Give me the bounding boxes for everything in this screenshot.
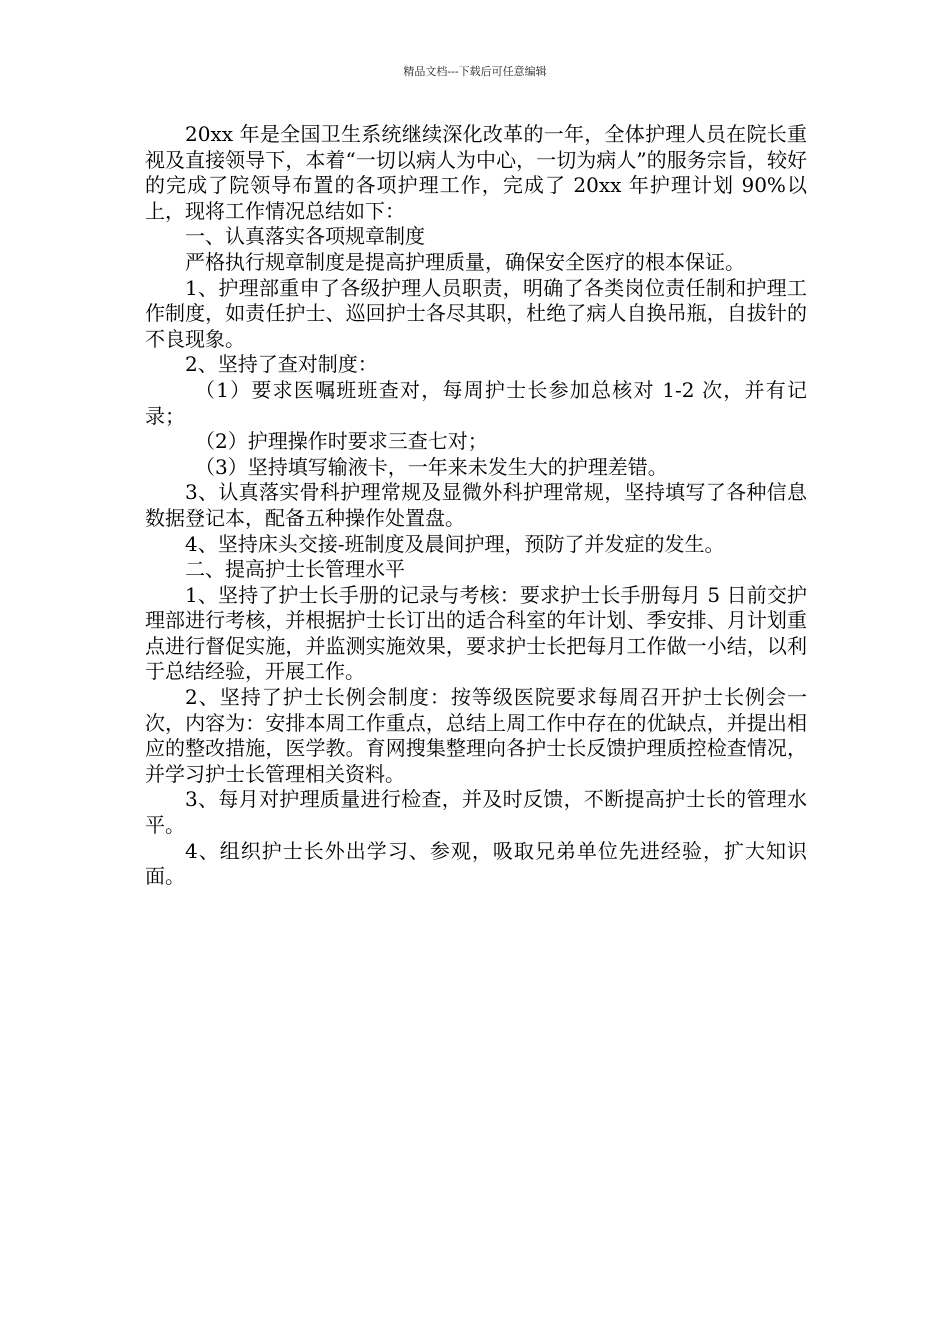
section-2-item-2: 2、坚持了护士长例会制度：按等级医院要求每周召开护士长例会一次，内容为：安排本周工作重点，总结上周工作中存在的优缺点，并提出相应的整改措施，医学教。育网搜集整理向各护士长反馈护理质控检查情况，并学习护士长管理相关资料。: [145, 685, 807, 786]
section-1-item-2: 2、坚持了查对制度：: [185, 352, 378, 377]
section-heading-1: 一、认真落实各项规章制度: [185, 224, 425, 249]
section-1-item-2-sub-3: （3）坚持填写输液卡，一年来未发生大的护理差错。: [195, 454, 668, 479]
section-1-item-2-sub-1: （1）要求医嘱班班查对，每周护士长参加总核对 1-2 次，并有记录；: [145, 377, 807, 428]
page-header: 精品文档---下载后可任意编辑: [403, 65, 547, 78]
document-body: [145, 122, 807, 890]
section-1-item-2-sub-2: （2）护理操作时要求三查七对；: [195, 429, 488, 454]
section-2-item-1: 1、坚持了护士长手册的记录与考核：要求护士长手册每月 5 日前交护理部进行考核，并根据护士长订出的适合科室的年计划、季安排、月计划重点进行督促实施，并监测实施效果，要求护士长把每月工作做一小结，以利于总结经验，开展工作。: [145, 582, 807, 684]
section-heading-2: 二、提高护士长管理水平: [185, 557, 405, 582]
section-1-lead: 严格执行规章制度是提高护理质量，确保安全医疗的根本保证。: [185, 249, 745, 274]
section-1-item-3: 3、认真落实骨科护理常规及显微外科护理常规，坚持填写了各种信息数据登记本，配备五种操作处置盘。: [145, 480, 807, 530]
section-1-item-1: 1、护理部重申了各级护理人员职责，明确了各类岗位责任制和护理工作制度，如责任护士、巡回护士各尽其职，杜绝了病人自换吊瓶，自拔针的不良现象。: [145, 275, 807, 351]
section-1-item-4: 4、坚持床头交接-班制度及晨间护理，预防了并发症的发生。: [185, 531, 725, 556]
section-2-item-4: 4、组织护士长外出学习、参观，吸取兄弟单位先进经验，扩大知识面。: [145, 838, 807, 889]
section-2-item-3: 3、每月对护理质量进行检查，并及时反馈，不断提高护士长的管理水平。: [145, 787, 807, 838]
intro-paragraph: 20xx 年是全国卫生系统继续深化改革的一年，全体护理人员在院长重视及直接领导下，本着“一切以病人为中心，一切为病人”的服务宗旨，较好的完成了院领导布置的各项护理工作，完成了 20xx 年护理计划 90%以上，现将工作情况总结如下：: [145, 122, 807, 223]
